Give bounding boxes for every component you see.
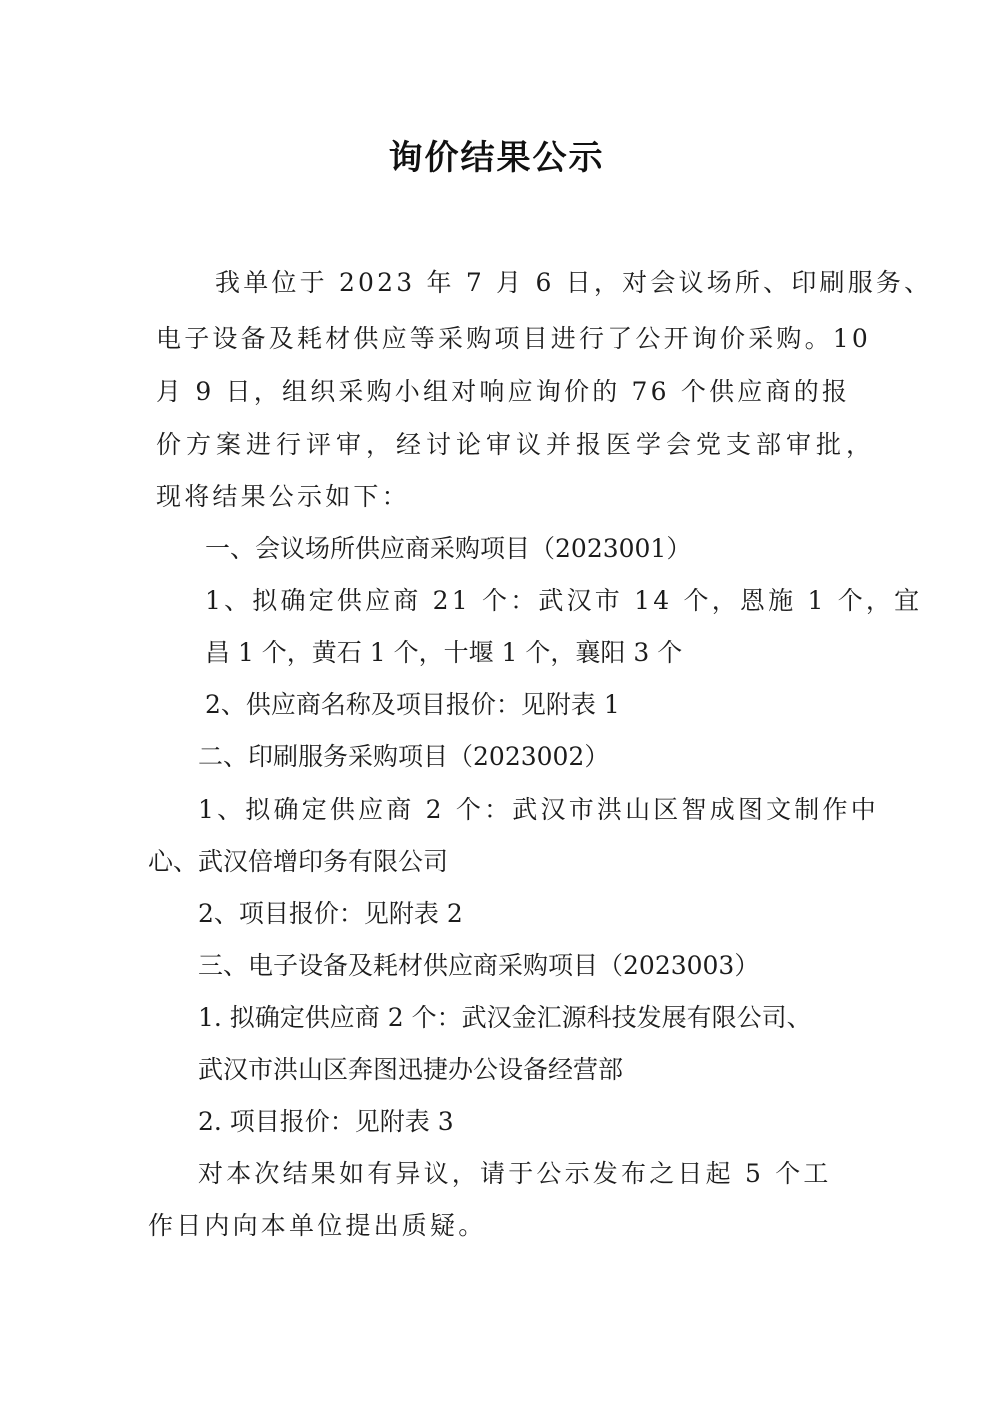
paragraph-line: 我单位于 2023 年 7 月 6 日，对会议场所、印刷服务、 xyxy=(215,268,933,297)
list-item: 2、项目报价：见附表 2 xyxy=(198,899,463,928)
list-item: 武汉市洪山区奔图迅捷办公设备经营部 xyxy=(198,1055,624,1084)
paragraph-line: 对本次结果如有异议，请于公示发布之日起 5 个工 xyxy=(198,1159,832,1188)
section-heading: 三、电子设备及耗材供应商采购项目（2023003） xyxy=(198,951,760,980)
list-item: 昌 1 个，黄石 1 个，十堰 1 个，襄阳 3 个 xyxy=(205,638,683,667)
list-item: 心、武汉倍增印务有限公司 xyxy=(148,847,449,876)
page-title: 询价结果公示 xyxy=(388,138,605,178)
paragraph-line: 月 9 日，组织采购小组对响应询价的 76 个供应商的报 xyxy=(156,377,851,406)
section-heading: 一、会议场所供应商采购项目（2023001） xyxy=(205,534,692,563)
paragraph-line: 价方案进行评审，经讨论审议并报医学会党支部审批， xyxy=(156,430,877,459)
list-item: 1. 拟确定供应商 2 个：武汉金汇源科技发展有限公司、 xyxy=(198,1003,812,1032)
list-item: 1、拟确定供应商 2 个：武汉市洪山区智成图文制作中 xyxy=(198,795,879,824)
paragraph-line: 现将结果公示如下： xyxy=(156,482,410,511)
paragraph-line: 作日内向本单位提出质疑。 xyxy=(148,1211,487,1240)
paragraph-line: 电子设备及耗材供应等采购项目进行了公开询价采购。10 xyxy=(156,324,872,353)
section-heading: 二、印刷服务采购项目（2023002） xyxy=(198,742,610,771)
list-item: 2、供应商名称及项目报价：见附表 1 xyxy=(205,690,620,719)
list-item: 2. 项目报价：见附表 3 xyxy=(198,1107,454,1136)
list-item: 1、拟确定供应商 21 个：武汉市 14 个，恩施 1 个，宜 xyxy=(205,586,923,615)
